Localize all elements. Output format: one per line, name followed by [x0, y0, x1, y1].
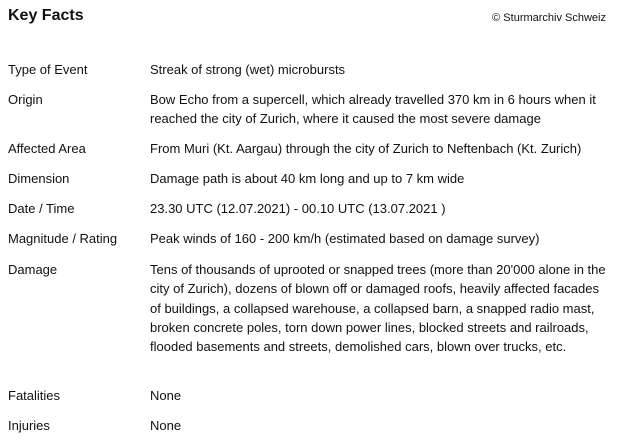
fact-label: Dimension [8, 171, 70, 186]
fact-label: Magnitude / Rating [8, 231, 118, 246]
copyright-notice: © Sturmarchiv Schweiz [492, 12, 606, 24]
fact-label: Damage [8, 262, 58, 277]
fact-label: Fatalities [8, 388, 61, 403]
fact-label: Affected Area [8, 141, 86, 156]
fact-label: Type of Event [8, 62, 88, 77]
page-title: Key Facts [8, 7, 84, 24]
fact-value: Streak of strong (wet) microbursts [150, 62, 346, 77]
fact-value: Peak winds of 160 - 200 km/h (estimated based on damage survey) [150, 231, 540, 246]
fact-value: None [150, 418, 182, 433]
fact-value: 23.30 UTC (12.07.2021) - 00.10 UTC (13.07.2021 ) [150, 201, 446, 216]
fact-value: Bow Echo from a supercell, which already travelled 370 km in 6 hours when it reached the city of Zurich, where it caused the most severe damage [150, 92, 596, 127]
fact-label: Origin [8, 92, 43, 107]
fact-value: From Muri (Kt. Aargau) through the city of Zurich to Neftenbach (Kt. Zurich) [150, 141, 582, 156]
fact-label: Date / Time [8, 201, 75, 216]
fact-value: None [150, 388, 182, 403]
fact-label: Injuries [8, 418, 50, 433]
fact-value: Tens of thousands of uprooted or snapped trees (more than 20'000 alone in the city of Zurich), dozens of blown off or damaged roofs, heavily affected facades of buildings, a collapsed warehouse, a collapsed barn, a snapped radio mast, broken concrete poles, torn down power lines, blocked streets and railroads, flooded basements and streets, demolished cars, blown over trucks, etc. [150, 262, 606, 355]
fact-value: Damage path is about 40 km long and up to 7 km wide [150, 171, 465, 186]
